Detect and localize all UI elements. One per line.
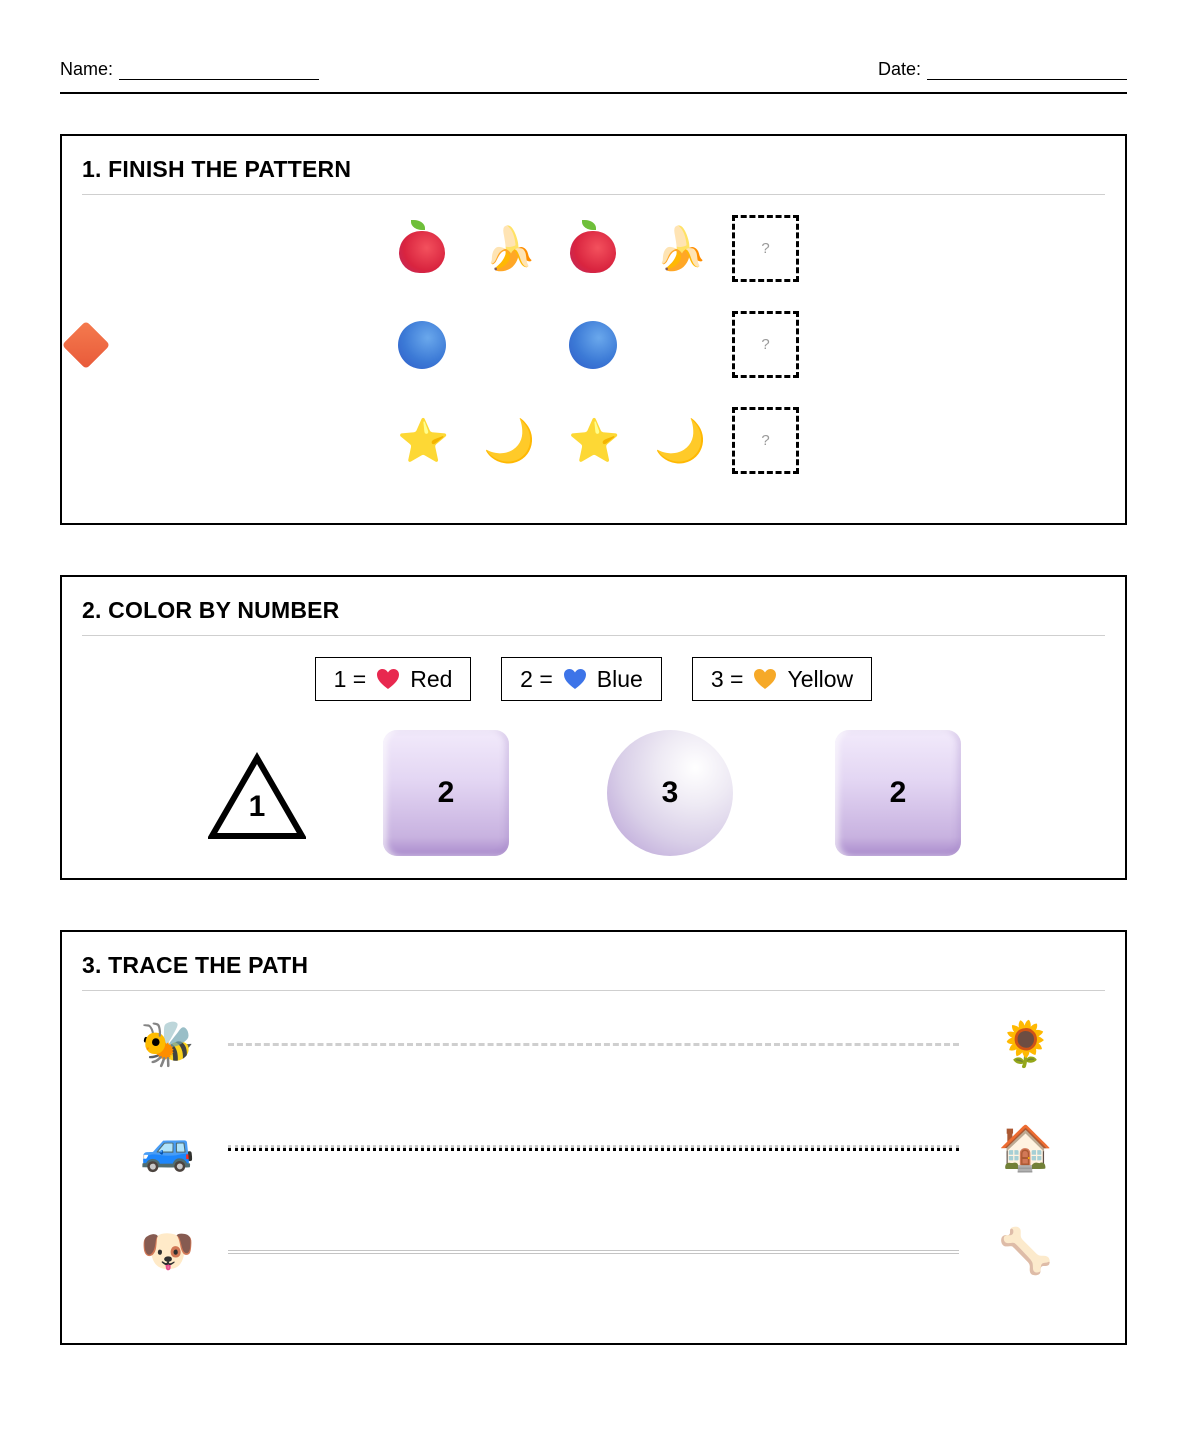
answer-box[interactable] bbox=[732, 311, 799, 378]
square-shape[interactable] bbox=[835, 730, 961, 856]
blue-circle-icon bbox=[398, 321, 446, 369]
house-icon: 🏠 bbox=[998, 1124, 1053, 1173]
legend-number: 2 = bbox=[520, 665, 553, 692]
legend-color-name: Red bbox=[410, 665, 453, 692]
section-finish-pattern bbox=[60, 134, 1127, 525]
name-blank-line[interactable] bbox=[119, 62, 319, 80]
legend-item-yellow bbox=[692, 657, 872, 701]
legend-item-red bbox=[315, 657, 471, 701]
question-mark: ? bbox=[761, 432, 770, 449]
crescent-moon-icon: 🌙 bbox=[654, 417, 707, 464]
red-heart-icon bbox=[376, 668, 400, 690]
trace-row bbox=[62, 1222, 1125, 1282]
sunflower-icon: 🌻 bbox=[998, 1020, 1053, 1069]
shape-number: 2 bbox=[889, 776, 907, 809]
name-label: Name: bbox=[60, 59, 114, 79]
pattern-row bbox=[62, 215, 1125, 283]
trace-row bbox=[62, 1119, 1125, 1179]
date-field[interactable] bbox=[878, 58, 1127, 80]
divider bbox=[82, 194, 1105, 195]
orange-diamond-icon bbox=[62, 321, 110, 369]
bone-icon: 🦴 bbox=[998, 1227, 1053, 1276]
apple-icon bbox=[399, 231, 445, 273]
legend-color-name: Yellow bbox=[787, 665, 854, 692]
yellow-heart-icon bbox=[753, 668, 777, 690]
crescent-moon-icon: 🌙 bbox=[483, 417, 536, 464]
car-icon: 🚙 bbox=[140, 1124, 195, 1173]
dog-face-icon: 🐶 bbox=[140, 1227, 195, 1276]
banana-icon: 🍌 bbox=[484, 225, 537, 272]
triangle-shape[interactable] bbox=[208, 752, 306, 840]
section-title: 2. COLOR BY NUMBER bbox=[82, 597, 340, 623]
name-field[interactable] bbox=[60, 58, 319, 80]
apple-icon bbox=[570, 231, 616, 273]
section-title: 3. TRACE THE PATH bbox=[82, 952, 309, 978]
question-mark: ? bbox=[761, 240, 770, 257]
legend-number: 3 = bbox=[710, 665, 744, 692]
trace-row bbox=[62, 1015, 1125, 1075]
square-shape[interactable] bbox=[383, 730, 509, 856]
divider bbox=[82, 990, 1105, 991]
date-blank-line[interactable] bbox=[927, 62, 1127, 80]
blue-circle-icon bbox=[569, 321, 617, 369]
star-icon: ⭐ bbox=[568, 417, 621, 464]
section-trace-path bbox=[60, 930, 1127, 1345]
double-trace-line[interactable] bbox=[228, 1250, 959, 1254]
star-icon: ⭐ bbox=[397, 417, 450, 464]
answer-box[interactable] bbox=[732, 407, 799, 474]
dotted-trace-line[interactable] bbox=[228, 1145, 959, 1151]
answer-box[interactable] bbox=[732, 215, 799, 282]
circle-shape[interactable] bbox=[607, 730, 733, 856]
date-label: Date: bbox=[877, 59, 921, 79]
legend-number: 1 = bbox=[333, 665, 367, 692]
banana-icon: 🍌 bbox=[655, 225, 708, 272]
pattern-row bbox=[62, 407, 1125, 475]
section-title: 1. FINISH THE PATTERN bbox=[82, 156, 352, 182]
pattern-row bbox=[62, 311, 1125, 379]
shape-number: 2 bbox=[437, 776, 455, 809]
blue-heart-icon bbox=[563, 668, 587, 690]
legend-color-name: Blue bbox=[596, 665, 643, 692]
legend-item-blue bbox=[501, 657, 662, 701]
section-color-by-number bbox=[60, 575, 1127, 880]
question-mark: ? bbox=[761, 336, 770, 353]
bee-icon: 🐝 bbox=[140, 1020, 195, 1069]
shape-number: 1 bbox=[248, 790, 266, 823]
dashed-trace-line[interactable] bbox=[228, 1043, 959, 1046]
worksheet-header bbox=[60, 58, 1127, 94]
shape-number: 3 bbox=[661, 776, 679, 809]
divider bbox=[82, 635, 1105, 636]
